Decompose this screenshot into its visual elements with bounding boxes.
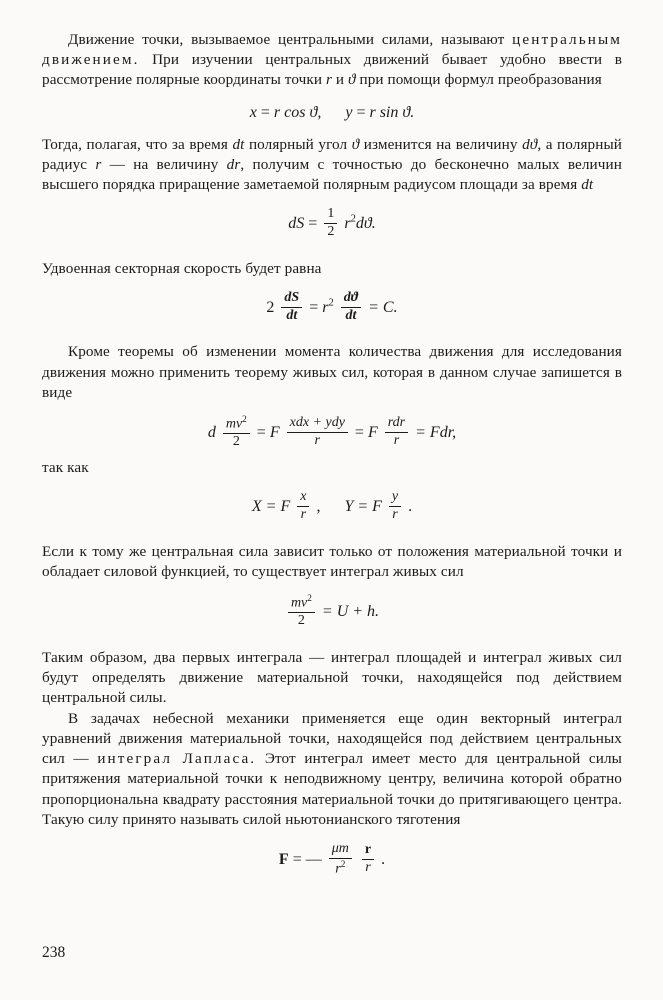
paragraph-2-var-dt: dt [232, 135, 245, 153]
formula-1-x: x [249, 103, 257, 121]
formula-5-Y: Y [344, 498, 354, 516]
formula-5-num-2: y [389, 490, 401, 507]
paragraph-2-var-dtheta: dϑ [522, 135, 538, 153]
paragraph-1-conj: и [331, 71, 349, 89]
formula-5-X: X [251, 498, 262, 516]
formula-5-eq-2: = F [357, 498, 382, 516]
formula-6-fraction [288, 594, 315, 629]
formula-6-rest: = U + h. [321, 603, 380, 621]
formula-4-F1: F [269, 424, 280, 442]
formula-7-eq: = — [292, 851, 322, 869]
formula-4-fraction-3 [385, 416, 408, 448]
formula-2-ds: dS [288, 215, 305, 233]
paragraph-2-text-a: Тогда, полагая, что за время [42, 135, 233, 153]
formula-3-num-1: dS [281, 291, 302, 308]
paragraph-8-text-a: В задачах небесной механики применяется еще один векторный интеграл уравнений движения материальной точки, находящейся под действием центральных сил — [42, 709, 622, 768]
formula-4-num-3: rdr [385, 416, 408, 433]
formula-2-denominator: 2 [327, 224, 335, 239]
formula-5-num-1: x [297, 490, 309, 507]
formula-4 [42, 413, 622, 451]
formula-3-eq-1: = [309, 298, 319, 316]
formula-1-theta2: ϑ. [402, 103, 415, 121]
formula-5-fraction-1 [297, 490, 309, 522]
formula-2 [42, 208, 622, 240]
page-number: 238 [42, 944, 66, 961]
formula-5-den-1: r [300, 506, 307, 522]
page-content [42, 30, 622, 878]
formula-7-num-2: r [362, 843, 374, 860]
formula-4-eq-3: = Fdr, [415, 424, 457, 442]
paragraph-2 [42, 135, 622, 196]
formula-3-num-2: dϑ [341, 291, 361, 308]
formula-3-two: 2 [266, 298, 275, 316]
paragraph-1-text-b: При изучении центральных движений бывает удобно ввести в рассмотрение полярные координаты точки [42, 51, 622, 89]
formula-3-fraction-2 [341, 291, 361, 323]
paragraph-7: Таким образом, два первых интеграла — интеграл площадей и интеграл живых сил будут определять движение материальной точки, находящейся под действием центральной силы. [42, 649, 622, 707]
paragraph-6: Если к тому же центральная сила зависит только от положения материальной точки и обладает силовой функцией, то существует интеграл живых сил [42, 542, 622, 580]
formula-6-denominator: 2 [297, 613, 305, 629]
paragraph-8-text-b: Этот интеграл имеет место для центральной силы притяжения материальной точки к неподвижному центру, величина которой обратно пропорциональна квадрату расстояния материальной точки до притягивающего центра. Такую силу принято называть силой ньютонианского тяготения [42, 750, 622, 828]
formula-5-comma: , [316, 498, 321, 516]
formula-7-fraction-2 [362, 843, 374, 875]
formula-2-exponent: 2 [350, 213, 356, 225]
formula-7-fraction-1 [329, 842, 352, 877]
formula-4-den-1: 2 [232, 434, 240, 450]
paragraph-2-var-theta: ϑ [351, 135, 360, 153]
formula-4-den-2: r [314, 432, 320, 448]
formula-4-fraction-1 [223, 415, 250, 450]
paragraph-1-text-c: при помощи формул преобразования [355, 71, 602, 89]
formula-4-fraction-2 [287, 416, 348, 448]
paragraph-8 [42, 709, 622, 830]
formula-4-den-3: r [393, 432, 400, 448]
paragraph-2-text-d: , а полярный радиус [42, 135, 622, 173]
formula-1-eq2: = [356, 103, 366, 121]
formula-1-eq: = [260, 103, 270, 121]
formula-4-d: d [207, 424, 216, 442]
formula-4-num-1: $mv^2$ [223, 415, 250, 434]
formula-7-period: . [381, 851, 386, 869]
formula-3-den-1: dt [286, 307, 298, 323]
formula-7 [42, 843, 622, 878]
formula-4-eq-2: = [354, 424, 364, 442]
formula-6 [42, 595, 622, 630]
paragraph-1-var-theta: ϑ [348, 71, 356, 89]
formula-5 [42, 491, 622, 523]
paragraph-1-text-a: Движение точки, вызываемое центральными силами, называют [68, 31, 513, 48]
formula-7-den-2: r [365, 860, 371, 876]
formula-7-num-1: μm [329, 842, 352, 859]
paragraph-1 [42, 30, 622, 91]
formula-2-numerator: 1 [324, 207, 337, 224]
formula-4-F2: F [367, 424, 378, 442]
formula-5-period: . [408, 498, 413, 516]
paragraph-2-var-r: r [95, 155, 102, 173]
formula-3 [42, 289, 622, 324]
paragraph-4: Кроме теоремы об изменении момента количества движения для исследования движения можно применить теорему живых сил, которая в данном случае запишется в виде [42, 343, 622, 401]
paragraph-2-var-dt2: dt [581, 176, 594, 194]
formula-2-eq: = [308, 215, 318, 233]
formula-3-exponent: 2 [328, 297, 334, 309]
formula-5-fraction-2 [389, 490, 401, 522]
paragraph-8-emphasis: интеграл Лапласа. [97, 750, 257, 768]
formula-3-den-2: dt [345, 307, 357, 323]
formula-3-fraction-1 [281, 291, 302, 323]
paragraph-2-text-b: полярный угол [244, 135, 352, 153]
formula-2-fraction [324, 207, 337, 239]
formula-1-theta: ϑ, [309, 103, 322, 121]
paragraph-1-emphasis: центральным движением. [42, 31, 622, 69]
paragraph-2-text-c: изменится на величину [359, 135, 523, 153]
paragraph-3: Удвоенная секторная скорость будет равна [42, 259, 322, 277]
paragraph-1-var-r: r [325, 71, 332, 89]
formula-4-num-2: xdx + ydy [287, 416, 348, 433]
formula-1-rsin: r sin [369, 103, 399, 121]
formula-7-den-1: $r^2$ [335, 858, 346, 877]
paragraph-2-var-dr: dr [226, 155, 241, 173]
paragraph-2-text-e: — на величину [101, 155, 227, 173]
formula-1 [42, 104, 622, 122]
formula-1-y: y [345, 103, 353, 121]
formula-7-F: F [278, 851, 289, 869]
formula-5-den-2: r [392, 506, 398, 522]
paragraph-2-text-f: , получим с точностью до бесконечно малых величин высшего порядка приращение заметаемой полярным радиусом площади за время [42, 155, 622, 194]
formula-2-dtheta: dϑ. [355, 215, 376, 233]
formula-3-r: r [322, 298, 329, 316]
formula-5-eq-1: = F [265, 498, 291, 516]
formula-2-r: r [344, 215, 351, 233]
formula-1-rcos: r cos [273, 103, 306, 121]
formula-3-eq-2: = C. [368, 298, 398, 316]
formula-6-numerator: $mv^2$ [288, 594, 315, 613]
paragraph-5: так как [42, 458, 89, 476]
formula-4-eq-1: = [256, 424, 266, 442]
